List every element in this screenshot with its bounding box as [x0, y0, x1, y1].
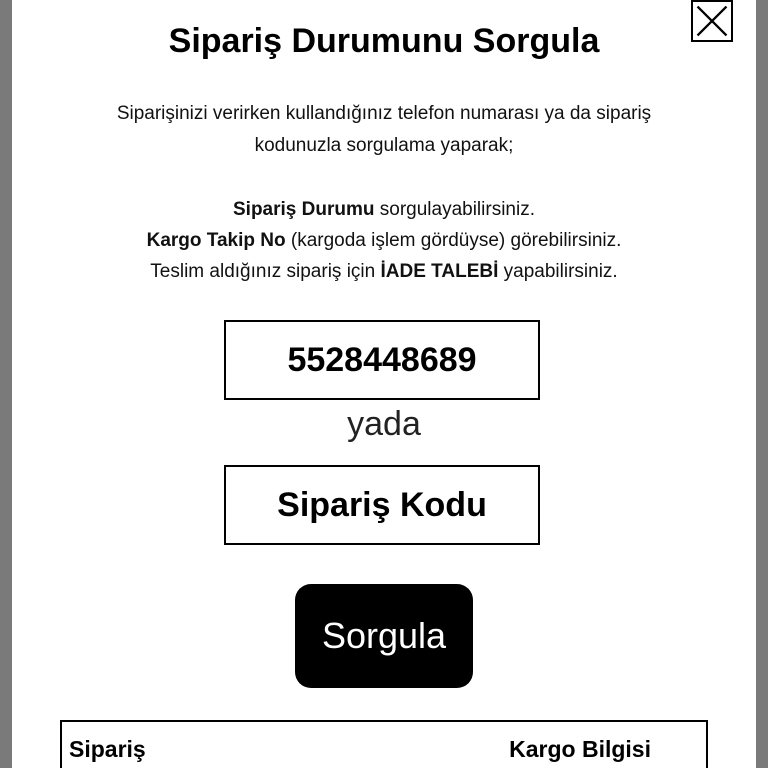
query-button[interactable]: Sorgula	[295, 584, 473, 688]
info-lines	[12, 194, 756, 287]
header-order: Sipariş	[69, 736, 146, 762]
modal-title: Sipariş Durumunu Sorgula	[168, 22, 600, 60]
results-table	[60, 720, 708, 768]
header-shipping: Kargo Bilgisi	[509, 736, 651, 762]
order-code-input[interactable]: Sipariş Kodu	[224, 465, 540, 545]
info-line-tracking: Kargo Takip No (kargoda işlem gördüyse) görebilirsiniz.	[146, 230, 622, 251]
order-status-modal	[12, 0, 756, 768]
info-line-status: Sipariş Durumu sorgulayabilirsiniz.	[233, 199, 535, 220]
phone-input[interactable]: 5528448689	[224, 320, 540, 400]
modal-description: Siparişinizi verirken kullandığınız telefon numarası ya da sipariş kodunuzla sorgulama yaparak;	[116, 103, 652, 156]
info-line-return: Teslim aldığınız sipariş için İADE TALEBİ yapabilirsiniz.	[150, 261, 618, 282]
or-separator: yada	[347, 405, 421, 443]
